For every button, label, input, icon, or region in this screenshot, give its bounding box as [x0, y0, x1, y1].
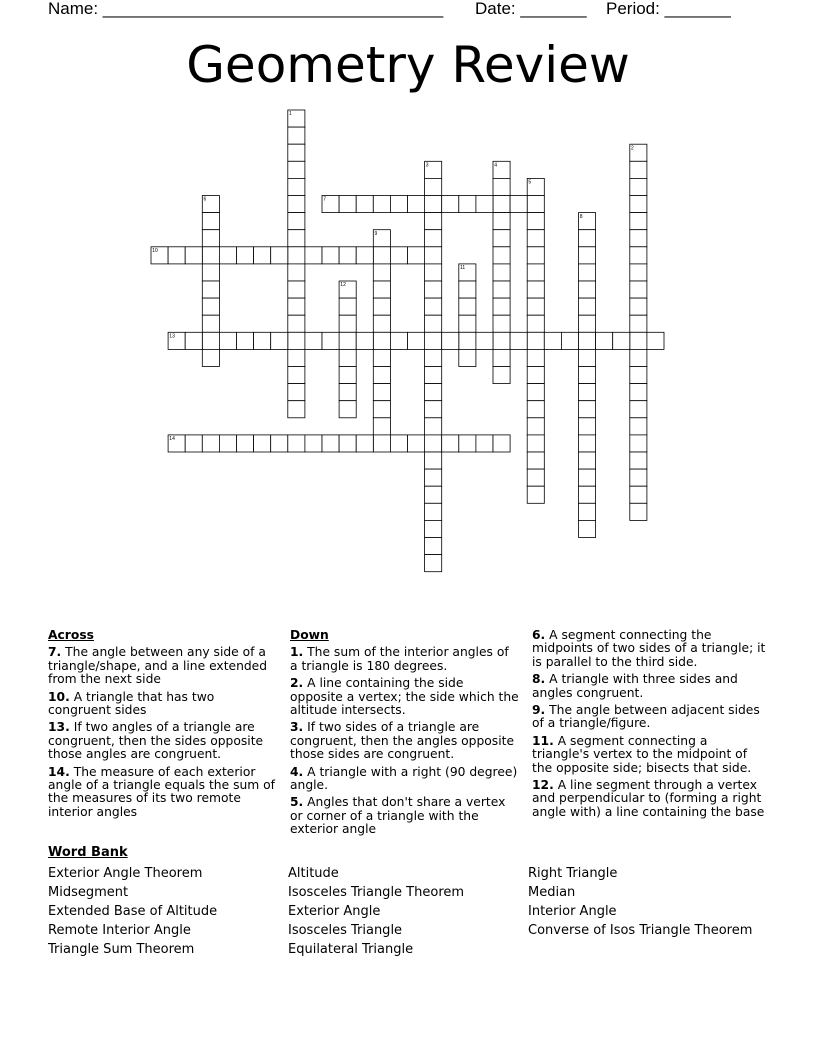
crossword-cell[interactable]: [322, 247, 339, 264]
crossword-cell[interactable]: [288, 349, 305, 366]
crossword-cell[interactable]: [579, 298, 596, 315]
crossword-cell[interactable]: [459, 315, 476, 332]
crossword-cell[interactable]: [579, 281, 596, 298]
crossword-cell[interactable]: [390, 247, 407, 264]
crossword-cell[interactable]: [579, 384, 596, 401]
clue-number: 3: [425, 162, 429, 169]
crossword-cell[interactable]: [459, 281, 476, 298]
word-bank-item: Triangle Sum Theorem: [48, 942, 195, 957]
clue-number: 2: [631, 145, 634, 152]
clue-text: The measure of each exterior angle of a triangle equals the sum of the measures of its two remote interior angles: [48, 764, 276, 819]
crossword-cell[interactable]: [288, 178, 305, 195]
crossword-cell[interactable]: [579, 315, 596, 332]
crossword-cell[interactable]: [442, 435, 459, 452]
crossword-cell[interactable]: [390, 196, 407, 213]
word-bank-item: Altitude: [288, 866, 339, 881]
crossword-cell[interactable]: [288, 281, 305, 298]
clue-number: 14: [169, 436, 175, 443]
crossword-cell[interactable]: [185, 247, 202, 264]
clue: [532, 673, 768, 700]
crossword-cell[interactable]: [339, 367, 356, 384]
clue-number: 8.: [532, 672, 546, 687]
crossword-cell[interactable]: [425, 161, 442, 178]
crossword-cell[interactable]: [527, 315, 544, 332]
crossword-cell[interactable]: [630, 196, 647, 213]
crossword-cell[interactable]: [305, 332, 322, 349]
clue: [290, 796, 520, 836]
crossword-cell[interactable]: [527, 281, 544, 298]
crossword-cell[interactable]: [373, 349, 390, 366]
crossword-cell[interactable]: [254, 435, 271, 452]
clue-text: A segment connecting a triangle's vertex to the midpoint of the opposite side; bisects that side.: [532, 733, 752, 775]
crossword-cell[interactable]: [202, 332, 219, 349]
down-clues: [290, 629, 520, 841]
crossword-cell[interactable]: [373, 298, 390, 315]
crossword-cell[interactable]: [630, 367, 647, 384]
word-bank-item: Equilateral Triangle: [288, 942, 414, 957]
crossword-cell[interactable]: [425, 384, 442, 401]
crossword-cell[interactable]: [579, 435, 596, 452]
crossword-cell[interactable]: [493, 281, 510, 298]
word-bank-item: Remote Interior Angle: [48, 923, 191, 938]
crossword-cell[interactable]: [510, 196, 527, 213]
clue: [290, 677, 520, 717]
clue: [290, 646, 520, 673]
crossword-cell[interactable]: [373, 367, 390, 384]
crossword-cell[interactable]: [613, 332, 630, 349]
clue: [532, 779, 768, 819]
clue-text: A segment connecting the midpoints of two sides of a triangle; it is parallel to the third side.: [532, 628, 766, 669]
crossword-cell[interactable]: [288, 367, 305, 384]
crossword-cell[interactable]: [202, 196, 219, 213]
crossword-cell[interactable]: [630, 161, 647, 178]
word-bank-item: Exterior Angle: [288, 904, 381, 919]
crossword-cell[interactable]: [630, 469, 647, 486]
word-bank-column: [288, 864, 528, 959]
crossword-cell[interactable]: [579, 230, 596, 247]
crossword-cell[interactable]: [425, 555, 442, 572]
crossword-cell[interactable]: [425, 213, 442, 230]
crossword-cell[interactable]: [579, 520, 596, 537]
crossword-cell[interactable]: [561, 332, 578, 349]
crossword-cell[interactable]: [493, 264, 510, 281]
period-field[interactable]: Period: _______: [606, 0, 731, 18]
crossword-cell[interactable]: [288, 247, 305, 264]
crossword-cell[interactable]: [202, 230, 219, 247]
crossword-cell[interactable]: [390, 435, 407, 452]
crossword-cell[interactable]: [579, 247, 596, 264]
crossword-cell[interactable]: [219, 247, 236, 264]
crossword-cell[interactable]: [459, 196, 476, 213]
clue: [48, 766, 276, 820]
crossword-cell[interactable]: [493, 178, 510, 195]
word-bank-item: Exterior Angle Theorem: [48, 866, 203, 881]
crossword-cell[interactable]: [288, 144, 305, 161]
crossword-cell[interactable]: [202, 247, 219, 264]
crossword-cell[interactable]: [339, 349, 356, 366]
clue-number: 12: [340, 282, 346, 289]
clue-text: A line segment through a vertex and perpendicular to (forming a right angle with) a line containing the base: [532, 778, 765, 819]
clue-number: 9.: [532, 703, 546, 718]
crossword-cell[interactable]: [425, 281, 442, 298]
crossword-cell[interactable]: [442, 196, 459, 213]
crossword-cell[interactable]: [425, 469, 442, 486]
crossword-cell[interactable]: [202, 264, 219, 281]
word-bank-item: Right Triangle: [528, 866, 618, 881]
down-clues-continued: [532, 629, 768, 823]
crossword-cell[interactable]: [630, 349, 647, 366]
crossword-cell[interactable]: [288, 161, 305, 178]
crossword-cell[interactable]: [493, 298, 510, 315]
word-bank-item: Extended Base of Altitude: [48, 904, 218, 919]
crossword-cell[interactable]: [630, 144, 647, 161]
crossword-cell[interactable]: [425, 401, 442, 418]
crossword-cell[interactable]: [527, 247, 544, 264]
crossword-cell[interactable]: [373, 401, 390, 418]
crossword-cell[interactable]: [630, 298, 647, 315]
crossword-cell[interactable]: [185, 332, 202, 349]
crossword-cell[interactable]: [476, 196, 493, 213]
crossword-cell[interactable]: [373, 264, 390, 281]
crossword-cell[interactable]: [288, 127, 305, 144]
crossword-cell[interactable]: [630, 247, 647, 264]
crossword-cell[interactable]: [322, 332, 339, 349]
crossword-cell[interactable]: [339, 435, 356, 452]
crossword-cell[interactable]: [425, 435, 442, 452]
crossword-cell[interactable]: [459, 349, 476, 366]
crossword-cell[interactable]: [493, 349, 510, 366]
clue-number: 4.: [290, 764, 304, 779]
crossword-cell[interactable]: [288, 435, 305, 452]
clue-text: The sum of the interior angles of a triangle is 180 degrees.: [290, 645, 509, 673]
word-bank-item: Midsegment: [48, 885, 129, 900]
crossword-cell[interactable]: [425, 196, 442, 213]
crossword-cell[interactable]: [493, 435, 510, 452]
crossword-cell[interactable]: [493, 315, 510, 332]
crossword-cell[interactable]: [527, 418, 544, 435]
across-clues: [48, 629, 276, 823]
crossword-cell[interactable]: [168, 332, 185, 349]
crossword-cell[interactable]: [408, 435, 425, 452]
clue-number: 1.: [290, 645, 304, 660]
clue-text: If two sides of a triangle are congruent, then the angles opposite those sides are congruent.: [290, 720, 515, 762]
crossword-cell[interactable]: [288, 230, 305, 247]
crossword-cell[interactable]: [408, 247, 425, 264]
crossword-cell[interactable]: [425, 332, 442, 349]
crossword-cell[interactable]: [425, 486, 442, 503]
crossword-cell[interactable]: [202, 281, 219, 298]
word-bank-item: Interior Angle: [528, 904, 617, 919]
crossword-cell[interactable]: [579, 503, 596, 520]
crossword-cell[interactable]: [493, 161, 510, 178]
crossword-cell[interactable]: [339, 298, 356, 315]
crossword-cell[interactable]: [579, 486, 596, 503]
crossword-cell[interactable]: [493, 230, 510, 247]
crossword-cell[interactable]: [339, 315, 356, 332]
crossword-cell[interactable]: [527, 264, 544, 281]
word-bank-item: Converse of Isos Triangle Theorem: [528, 923, 753, 938]
clue-text: If two angles of a triangle are congruent, then the sides opposite those angles are congruent.: [48, 720, 264, 762]
crossword-cell[interactable]: [339, 401, 356, 418]
crossword-cell[interactable]: [630, 264, 647, 281]
crossword-cell[interactable]: [630, 486, 647, 503]
crossword-cell[interactable]: [425, 418, 442, 435]
crossword-cell[interactable]: [527, 349, 544, 366]
clue: [532, 704, 768, 731]
word-bank-item: Isosceles Triangle Theorem: [288, 885, 465, 900]
crossword-cell[interactable]: [630, 503, 647, 520]
crossword-cell[interactable]: [630, 178, 647, 195]
crossword-cell[interactable]: [425, 264, 442, 281]
clue-text: A triangle with three sides and angles congruent.: [532, 672, 738, 700]
clue-number: 2.: [290, 676, 304, 691]
crossword-cell[interactable]: [425, 178, 442, 195]
clue-text: The angle between any side of a triangle/shape, and a line extended from the next side: [48, 645, 268, 687]
crossword-cell[interactable]: [579, 264, 596, 281]
crossword-cell[interactable]: [579, 418, 596, 435]
clue-number: 13: [169, 333, 175, 340]
crossword-cell[interactable]: [356, 196, 373, 213]
crossword-cell[interactable]: [339, 196, 356, 213]
date-field[interactable]: Date: _______: [475, 0, 587, 18]
crossword-cell[interactable]: [288, 213, 305, 230]
crossword-cell[interactable]: [151, 247, 168, 264]
clue-number: 3.: [290, 720, 304, 735]
crossword-cell[interactable]: [579, 332, 596, 349]
crossword-cell[interactable]: [476, 332, 493, 349]
crossword-cell[interactable]: [425, 298, 442, 315]
crossword-cell[interactable]: [527, 401, 544, 418]
crossword-cell[interactable]: [305, 435, 322, 452]
crossword-cell[interactable]: [408, 196, 425, 213]
crossword-cell[interactable]: [527, 213, 544, 230]
crossword-cell[interactable]: [527, 384, 544, 401]
crossword-cell[interactable]: [288, 264, 305, 281]
crossword-cell[interactable]: [322, 196, 339, 213]
crossword-cell[interactable]: [408, 332, 425, 349]
crossword-cell[interactable]: [630, 452, 647, 469]
crossword-cell[interactable]: [579, 469, 596, 486]
crossword-cell[interactable]: [237, 247, 254, 264]
crossword-cell[interactable]: [288, 196, 305, 213]
clue-number: 12.: [532, 778, 554, 793]
crossword-cell[interactable]: [527, 332, 544, 349]
crossword-cell[interactable]: [425, 503, 442, 520]
crossword-cell[interactable]: [254, 247, 271, 264]
crossword-cell[interactable]: [339, 384, 356, 401]
clue-number: 5.: [290, 795, 304, 810]
crossword-cell[interactable]: [476, 435, 493, 452]
crossword-cell[interactable]: [459, 435, 476, 452]
page-title: Geometry Review: [186, 36, 630, 94]
crossword-cell[interactable]: [202, 298, 219, 315]
crossword-cell[interactable]: [254, 332, 271, 349]
crossword-cell[interactable]: [630, 384, 647, 401]
crossword-cell[interactable]: [527, 435, 544, 452]
crossword-cell[interactable]: [288, 110, 305, 127]
crossword-cell[interactable]: [579, 349, 596, 366]
crossword-cell[interactable]: [630, 213, 647, 230]
crossword-cell[interactable]: [168, 247, 185, 264]
crossword-cell[interactable]: [202, 349, 219, 366]
crossword-cell[interactable]: [373, 418, 390, 435]
clue-text: A triangle that has two congruent sides: [48, 689, 215, 718]
crossword-cell[interactable]: [356, 247, 373, 264]
crossword-cell[interactable]: [356, 332, 373, 349]
word-bank-item: Median: [528, 885, 576, 900]
crossword-cell[interactable]: [459, 264, 476, 281]
crossword-cell[interactable]: [373, 230, 390, 247]
crossword-cell[interactable]: [425, 247, 442, 264]
crossword-cell[interactable]: [288, 401, 305, 418]
clue-number: 5: [528, 179, 532, 186]
crossword-cell[interactable]: [373, 315, 390, 332]
crossword-cell[interactable]: [237, 435, 254, 452]
clue: [290, 766, 520, 793]
crossword-cell[interactable]: [339, 281, 356, 298]
clue-text: A triangle with a right (90 degree) angle.: [290, 764, 518, 793]
clue-number: 8: [579, 213, 583, 220]
crossword-cell[interactable]: [647, 332, 664, 349]
crossword-cell[interactable]: [527, 452, 544, 469]
crossword-cell[interactable]: [493, 196, 510, 213]
crossword-cell[interactable]: [630, 401, 647, 418]
crossword-cell[interactable]: [493, 332, 510, 349]
clue-number: 13.: [48, 720, 70, 735]
crossword-cell[interactable]: [168, 435, 185, 452]
crossword-cell[interactable]: [288, 332, 305, 349]
crossword-cell[interactable]: [219, 435, 236, 452]
crossword-cell[interactable]: [339, 247, 356, 264]
crossword-cell[interactable]: [493, 213, 510, 230]
crossword-cell[interactable]: [288, 315, 305, 332]
clue: [48, 646, 276, 686]
clue-text: The angle between adjacent sides of a triangle/figure.: [532, 703, 760, 731]
crossword-cell[interactable]: [459, 332, 476, 349]
down-heading: Down: [290, 628, 329, 642]
clue-text: A line containing the side opposite a vertex; the side which the altitude intersects.: [290, 676, 519, 718]
crossword-cell[interactable]: [373, 384, 390, 401]
crossword-cell[interactable]: [630, 332, 647, 349]
crossword-cell[interactable]: [527, 230, 544, 247]
crossword-cell[interactable]: [373, 281, 390, 298]
crossword-cell[interactable]: [425, 367, 442, 384]
crossword-cell[interactable]: [579, 452, 596, 469]
clue-number: 10: [152, 248, 158, 254]
crossword-cell[interactable]: [630, 418, 647, 435]
clue-number: 4: [494, 162, 497, 169]
crossword-cell[interactable]: [544, 332, 561, 349]
crossword-cell[interactable]: [630, 230, 647, 247]
crossword-cell[interactable]: [596, 332, 613, 349]
crossword-cell[interactable]: [630, 435, 647, 452]
clue: [48, 721, 276, 761]
clue-number: 7: [323, 196, 326, 203]
crossword-cell[interactable]: [425, 538, 442, 555]
clue: [532, 735, 768, 775]
clue-number: 14.: [48, 764, 70, 779]
crossword-cell[interactable]: [579, 213, 596, 230]
clue-number: 6.: [532, 628, 546, 642]
word-bank-column: [528, 864, 768, 940]
clue-number: 7.: [48, 645, 62, 660]
crossword-cell[interactable]: [425, 315, 442, 332]
clue-number: 1: [289, 111, 292, 118]
crossword-cell[interactable]: [527, 367, 544, 384]
clue-number: 11.: [532, 733, 554, 748]
crossword-cell[interactable]: [288, 384, 305, 401]
clue-number: 10.: [48, 689, 70, 704]
crossword-cell[interactable]: [322, 435, 339, 452]
crossword-cell[interactable]: [442, 332, 459, 349]
crossword-cell[interactable]: [373, 247, 390, 264]
student-info-line: [48, 0, 768, 20]
crossword-cell[interactable]: [493, 367, 510, 384]
crossword-cell[interactable]: [493, 247, 510, 264]
clue-number: 9: [374, 230, 378, 237]
crossword-cell[interactable]: [202, 435, 219, 452]
crossword-cell[interactable]: [373, 332, 390, 349]
crossword-cell[interactable]: [425, 230, 442, 247]
crossword-cell[interactable]: [288, 298, 305, 315]
clue: [48, 691, 276, 718]
crossword-cell[interactable]: [202, 315, 219, 332]
clue: [532, 629, 768, 669]
crossword-cell[interactable]: [527, 469, 544, 486]
crossword-cell[interactable]: [527, 178, 544, 195]
crossword-cell[interactable]: [425, 349, 442, 366]
word-bank-column: [48, 864, 288, 959]
name-field[interactable]: Name: ____________________________________: [48, 0, 444, 18]
crossword-cell[interactable]: [527, 196, 544, 213]
crossword-cell[interactable]: [373, 435, 390, 452]
clue: [290, 721, 520, 761]
crossword-cell[interactable]: [271, 332, 288, 349]
crossword-cell[interactable]: [271, 247, 288, 264]
crossword-cell[interactable]: [305, 247, 322, 264]
clue-number: 6: [203, 196, 207, 203]
crossword-cell[interactable]: [219, 332, 236, 349]
word-bank-heading: Word Bank: [48, 845, 128, 860]
crossword-cell[interactable]: [510, 332, 527, 349]
across-heading: Across: [48, 628, 94, 642]
crossword-cell[interactable]: [356, 435, 373, 452]
crossword-cell[interactable]: [271, 435, 288, 452]
clue-text: Angles that don't share a vertex or corner of a triangle with the exterior angle: [290, 795, 506, 837]
crossword-cell[interactable]: [185, 435, 202, 452]
crossword-cell[interactable]: [579, 401, 596, 418]
word-bank: [48, 845, 768, 957]
crossword-cell[interactable]: [202, 213, 219, 230]
word-bank-item: Isosceles Triangle: [288, 923, 403, 938]
clue-number: 11: [460, 265, 466, 272]
crossword-cell[interactable]: [373, 196, 390, 213]
crossword-cell[interactable]: [527, 298, 544, 315]
crossword-cell[interactable]: [339, 332, 356, 349]
crossword-cell[interactable]: [237, 332, 254, 349]
crossword-cell[interactable]: [527, 486, 544, 503]
crossword-cell[interactable]: [425, 520, 442, 537]
crossword-cell[interactable]: [390, 332, 407, 349]
crossword-cell[interactable]: [579, 367, 596, 384]
crossword-cell[interactable]: [425, 452, 442, 469]
crossword-cell[interactable]: [630, 315, 647, 332]
crossword-cell[interactable]: [459, 298, 476, 315]
crossword-cell[interactable]: [630, 281, 647, 298]
